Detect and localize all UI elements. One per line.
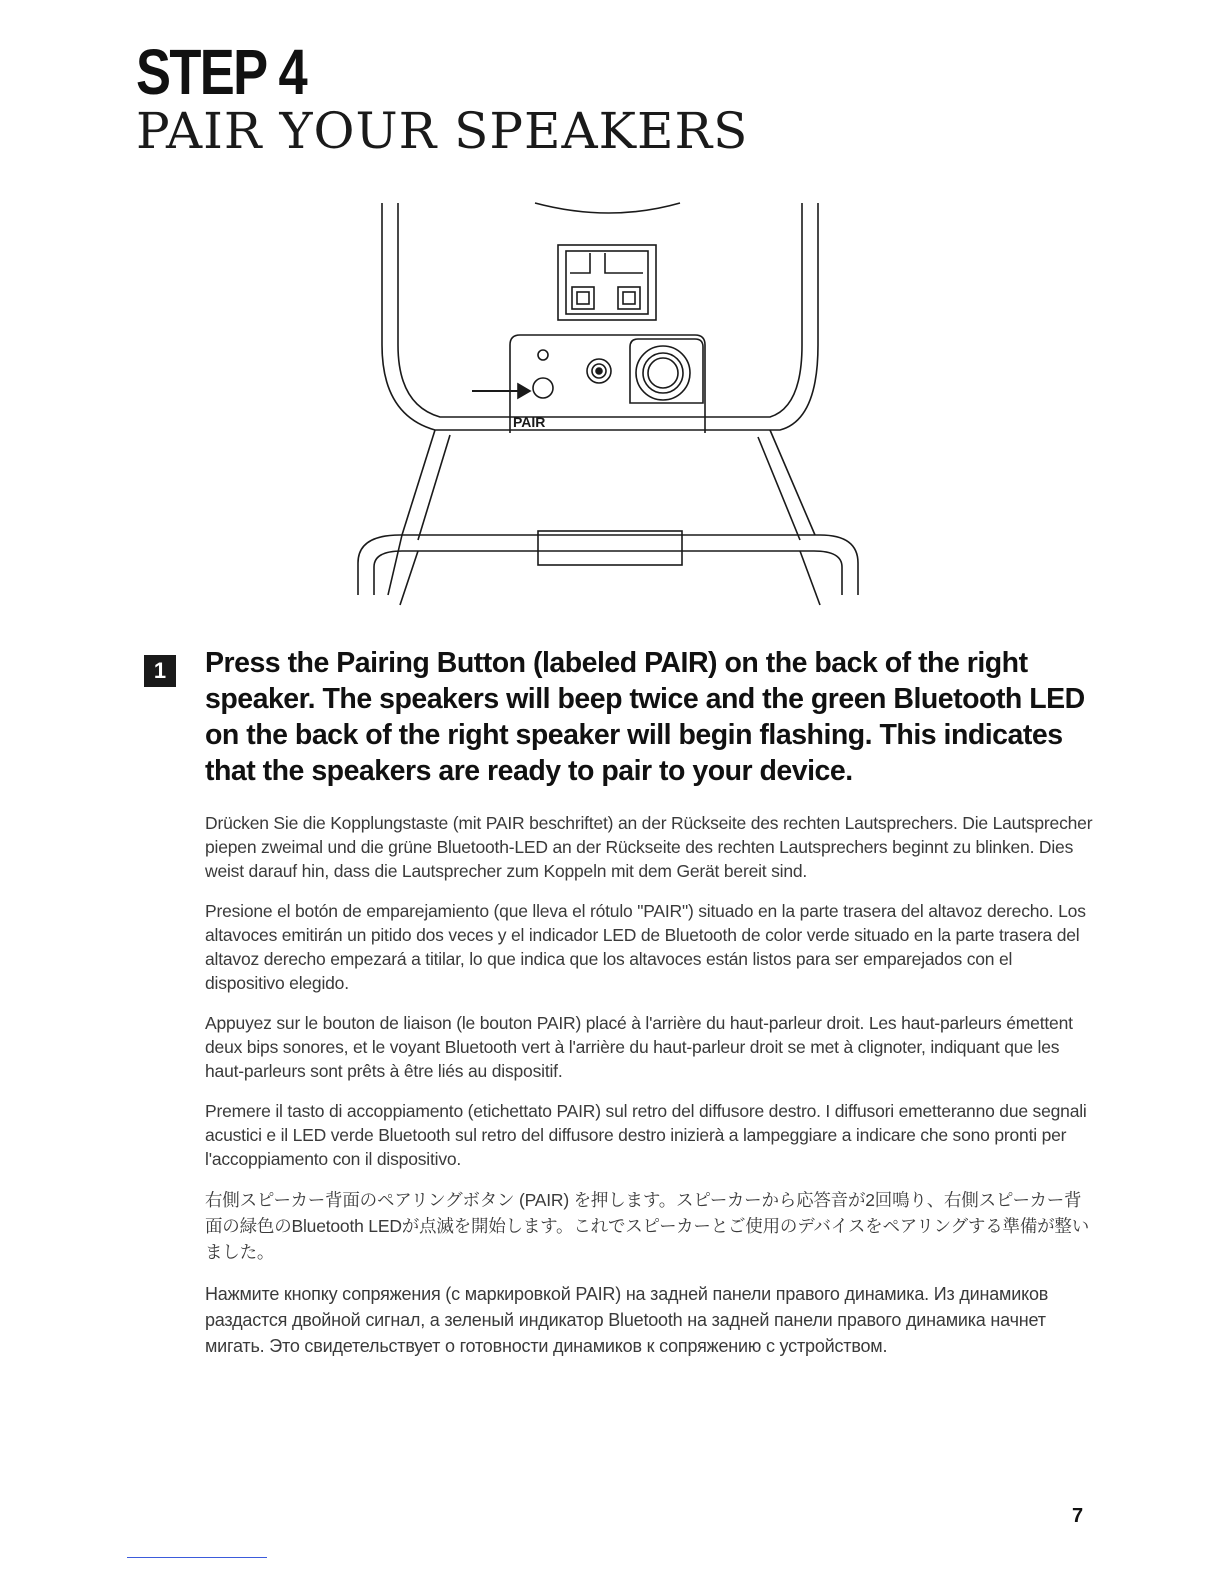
speaker-terminals-icon — [558, 245, 656, 320]
instruction-german: Drücken Sie die Kopplungstaste (mit PAIR beschriftet) an der Rückseite des rechten Lautsprechers. Die Lautsprecher piepen zweimal und die grüne Bluetooth-LED an der Rückseite des rechten Lautsprechers beginnt zu blinken. Dies weist darauf hin, dass die Lautsprecher zum Koppeln mit dem Gerät bereit sind. — [205, 813, 1093, 881]
instruction-block — [205, 645, 1095, 1375]
step-heading: STEP 4 — [136, 36, 307, 108]
instruction-russian: Нажмите кнопку сопряжения (с маркировкой PAIR) на задней панели правого динамика. Из динамиков раздастся двойной сигнал, а зеленый индикатор Bluetooth на задней панели правого динамика начнет мигать. Это свидетельствует о готовности динамиков к сопряжению с устройством. — [205, 1284, 1049, 1356]
pair-button-label: PAIR — [513, 414, 546, 430]
power-connector-icon — [630, 339, 703, 403]
instruction-english: Press the Pairing Button (labeled PAIR) on the back of the right speaker. The speakers will beep twice and the green Bluetooth LED on the back of the right speaker will begin flashing. This indicates that the speakers are ready to pair to your device. — [205, 647, 1085, 787]
instruction-french: Appuyez sur le bouton de liaison (le bouton PAIR) placé à l'arrière du haut-parleur droit. Les haut-parleurs émettent deux bips sonores, et le voyant Bluetooth vert à l'arrière du haut-parleur droit se met à clignoter, indiquant que les haut-parleurs sont prêts à être liés au dispositif. — [205, 1013, 1073, 1081]
audio-jack-icon — [587, 359, 611, 383]
speaker-back-panel-icon — [340, 195, 880, 615]
instruction-italian: Premere il tasto di accoppiamento (etichettato PAIR) sul retro del diffusore destro. I diffusori emetteranno due segnali acustici e il LED verde Bluetooth sul retro del diffusore destro inizierà a lampeggiare a indicare che sono pronti per l'accoppiamento con il dispositivo. — [205, 1101, 1087, 1169]
page-number: 7 — [1072, 1505, 1084, 1527]
instruction-spanish: Presione el botón de emparejamiento (que lleva el rótulo "PAIR") situado en la parte trasera del altavoz derecho. Los altavoces emitirán un pitido dos veces y el indicador LED de Bluetooth de color verde situado en la parte trasera del altavoz derecho empezará a titilar, lo que indica que los altavoces están listos para ser emparejados con el dispositivo elegido. — [205, 901, 1086, 993]
step-number-badge: 1 — [144, 655, 176, 687]
pairing-button-arrow-icon — [472, 384, 530, 398]
footer-rule — [127, 1557, 267, 1558]
instruction-japanese: 右側スピーカー背面のペアリングボタン (PAIR) を押します。スピーカーから応答音が2回鳴り、右側スピーカー背面の緑色のBluetooth LEDが点滅を開始します。これでスピーカーとご使用のデバイスをペアリングする準備が整いました。 — [205, 1190, 1090, 1262]
page-title: PAIR YOUR SPEAKERS — [136, 102, 749, 160]
